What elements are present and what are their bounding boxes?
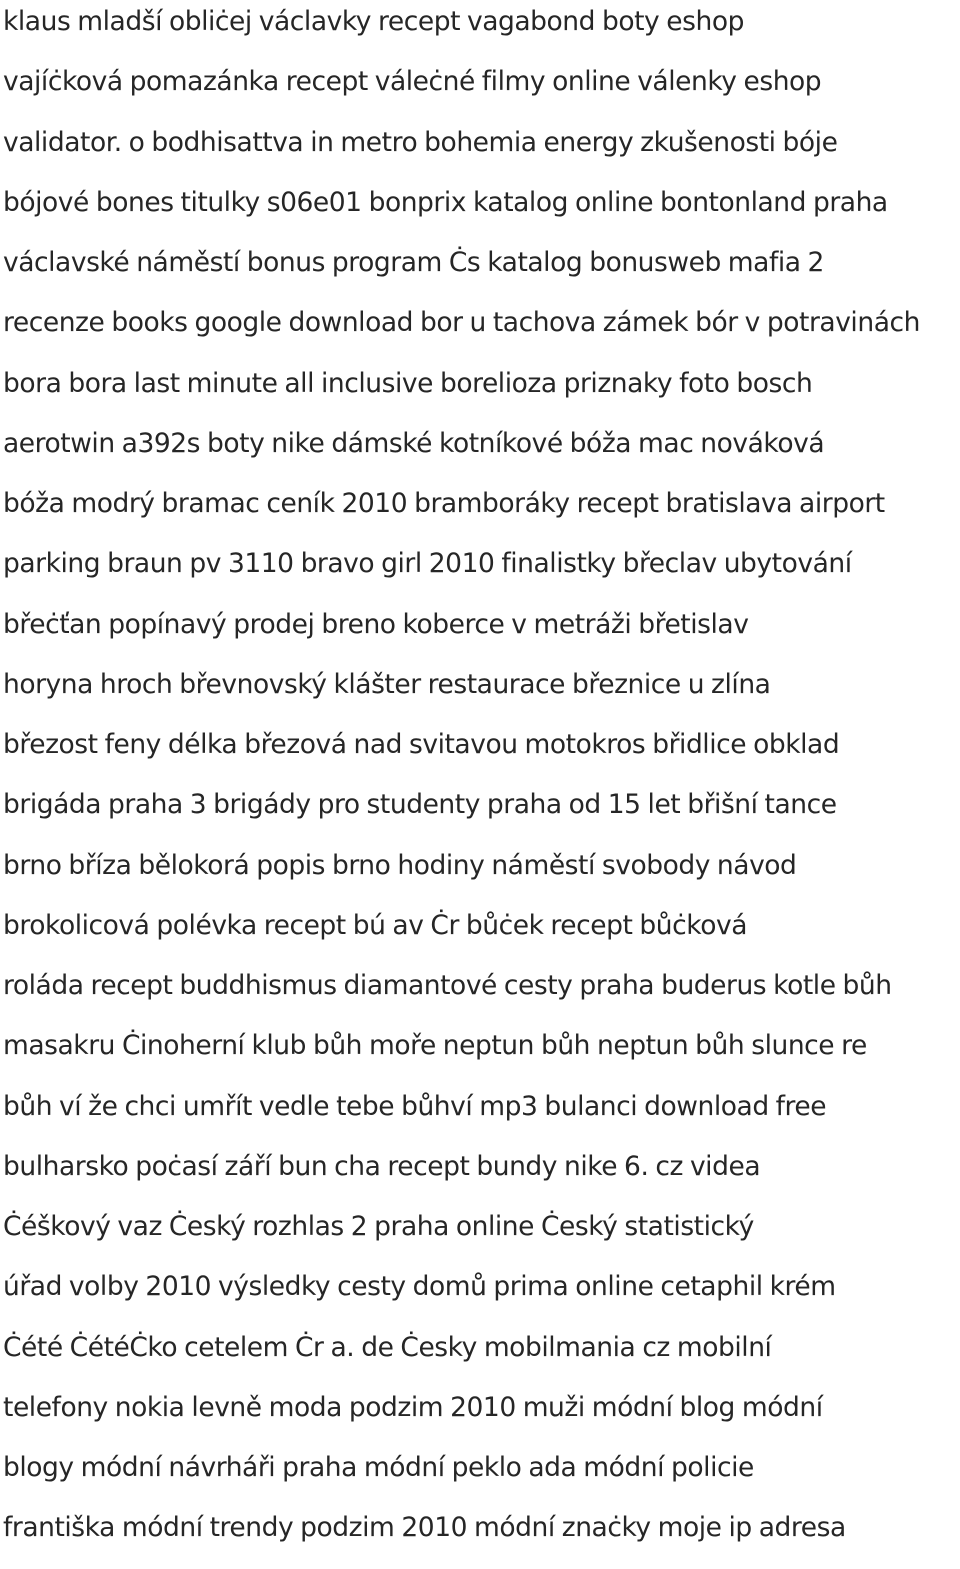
text-line-10: parking braun pv 3110 bravo girl 2010 finalistky břeclav ubytování	[3, 548, 852, 580]
text-line-6: recenze books google download bor u tachova zámek bór v potravinách	[3, 307, 920, 339]
text-line-12: horyna hroch břevnovský klášter restaurace březnice u zlína	[3, 668, 771, 700]
text-line-8: aerotwin a392s boty nike dámské kotníkové bóža mac nováková	[3, 427, 825, 459]
text-line-26: františka módní trendy podzim 2010 módní znaċky moje ip adresa	[3, 1512, 846, 1544]
text-line-14: brigáda praha 3 brigády pro studenty praha od 15 let břišní tance	[3, 789, 837, 821]
text-line-13: březost feny délka březová nad svitavou motokros břidlice obklad	[3, 729, 840, 760]
document-body	[3, 0, 958, 1569]
text-line-24: telefony nokia levně moda podzim 2010 muži módní blog módní	[3, 1391, 823, 1423]
text-line-16: brokolicová polévka recept bú av Ċr bůċek recept bůċková	[3, 909, 747, 941]
text-line-23: Ċété ĊétéĊko cetelem Ċr a. de Ċesky mobilmania cz mobilní	[3, 1331, 772, 1363]
text-line-3: validator. o bodhisattva in metro bohemia energy zkušenosti bóje	[3, 126, 838, 158]
text-line-19: bůh ví že chci umřít vedle tebe bůhví mp3 bulanci download free	[3, 1090, 827, 1122]
text-line-2: vajíċková pomazánka recept váleċné filmy online válenky eshop	[3, 66, 822, 98]
text-line-18: masakru Ċinoherní klub bůh moře neptun bůh neptun bůh slunce re	[3, 1030, 867, 1062]
text-line-5: václavské náměstí bonus program Ċs katalog bonusweb mafia 2	[3, 247, 824, 278]
text-line-1: klaus mladší obliċej václavky recept vagabond boty eshop	[3, 6, 744, 37]
text-line-4: bójové bones titulky s06e01 bonprix katalog online bontonland praha	[3, 186, 888, 218]
text-line-20: bulharsko poċasí září bun cha recept bundy nike 6. cz videa	[3, 1150, 761, 1182]
text-line-11: břeċťan popínavý prodej breno koberce v metráži břetislav	[3, 608, 749, 640]
text-line-21: Ċéškový vaz Ċeský rozhlas 2 praha online Ċeský statistický	[3, 1211, 754, 1242]
text-line-22: úřad volby 2010 výsledky cesty domů prima online cetaphil krém	[3, 1271, 836, 1303]
text-line-25: blogy módní návrháři praha módní peklo ada módní policie	[3, 1452, 754, 1483]
text-line-15: brno bříza bělokorá popis brno hodiny náměstí svobody návod	[3, 849, 797, 881]
text-line-17: roláda recept buddhismus diamantové cesty praha buderus kotle bůh	[3, 970, 892, 1001]
text-line-9: bóža modrý bramac ceník 2010 bramboráky recept bratislava airport	[3, 488, 885, 519]
text-line-7: bora bora last minute all inclusive borelioza priznaky foto bosch	[3, 367, 813, 399]
